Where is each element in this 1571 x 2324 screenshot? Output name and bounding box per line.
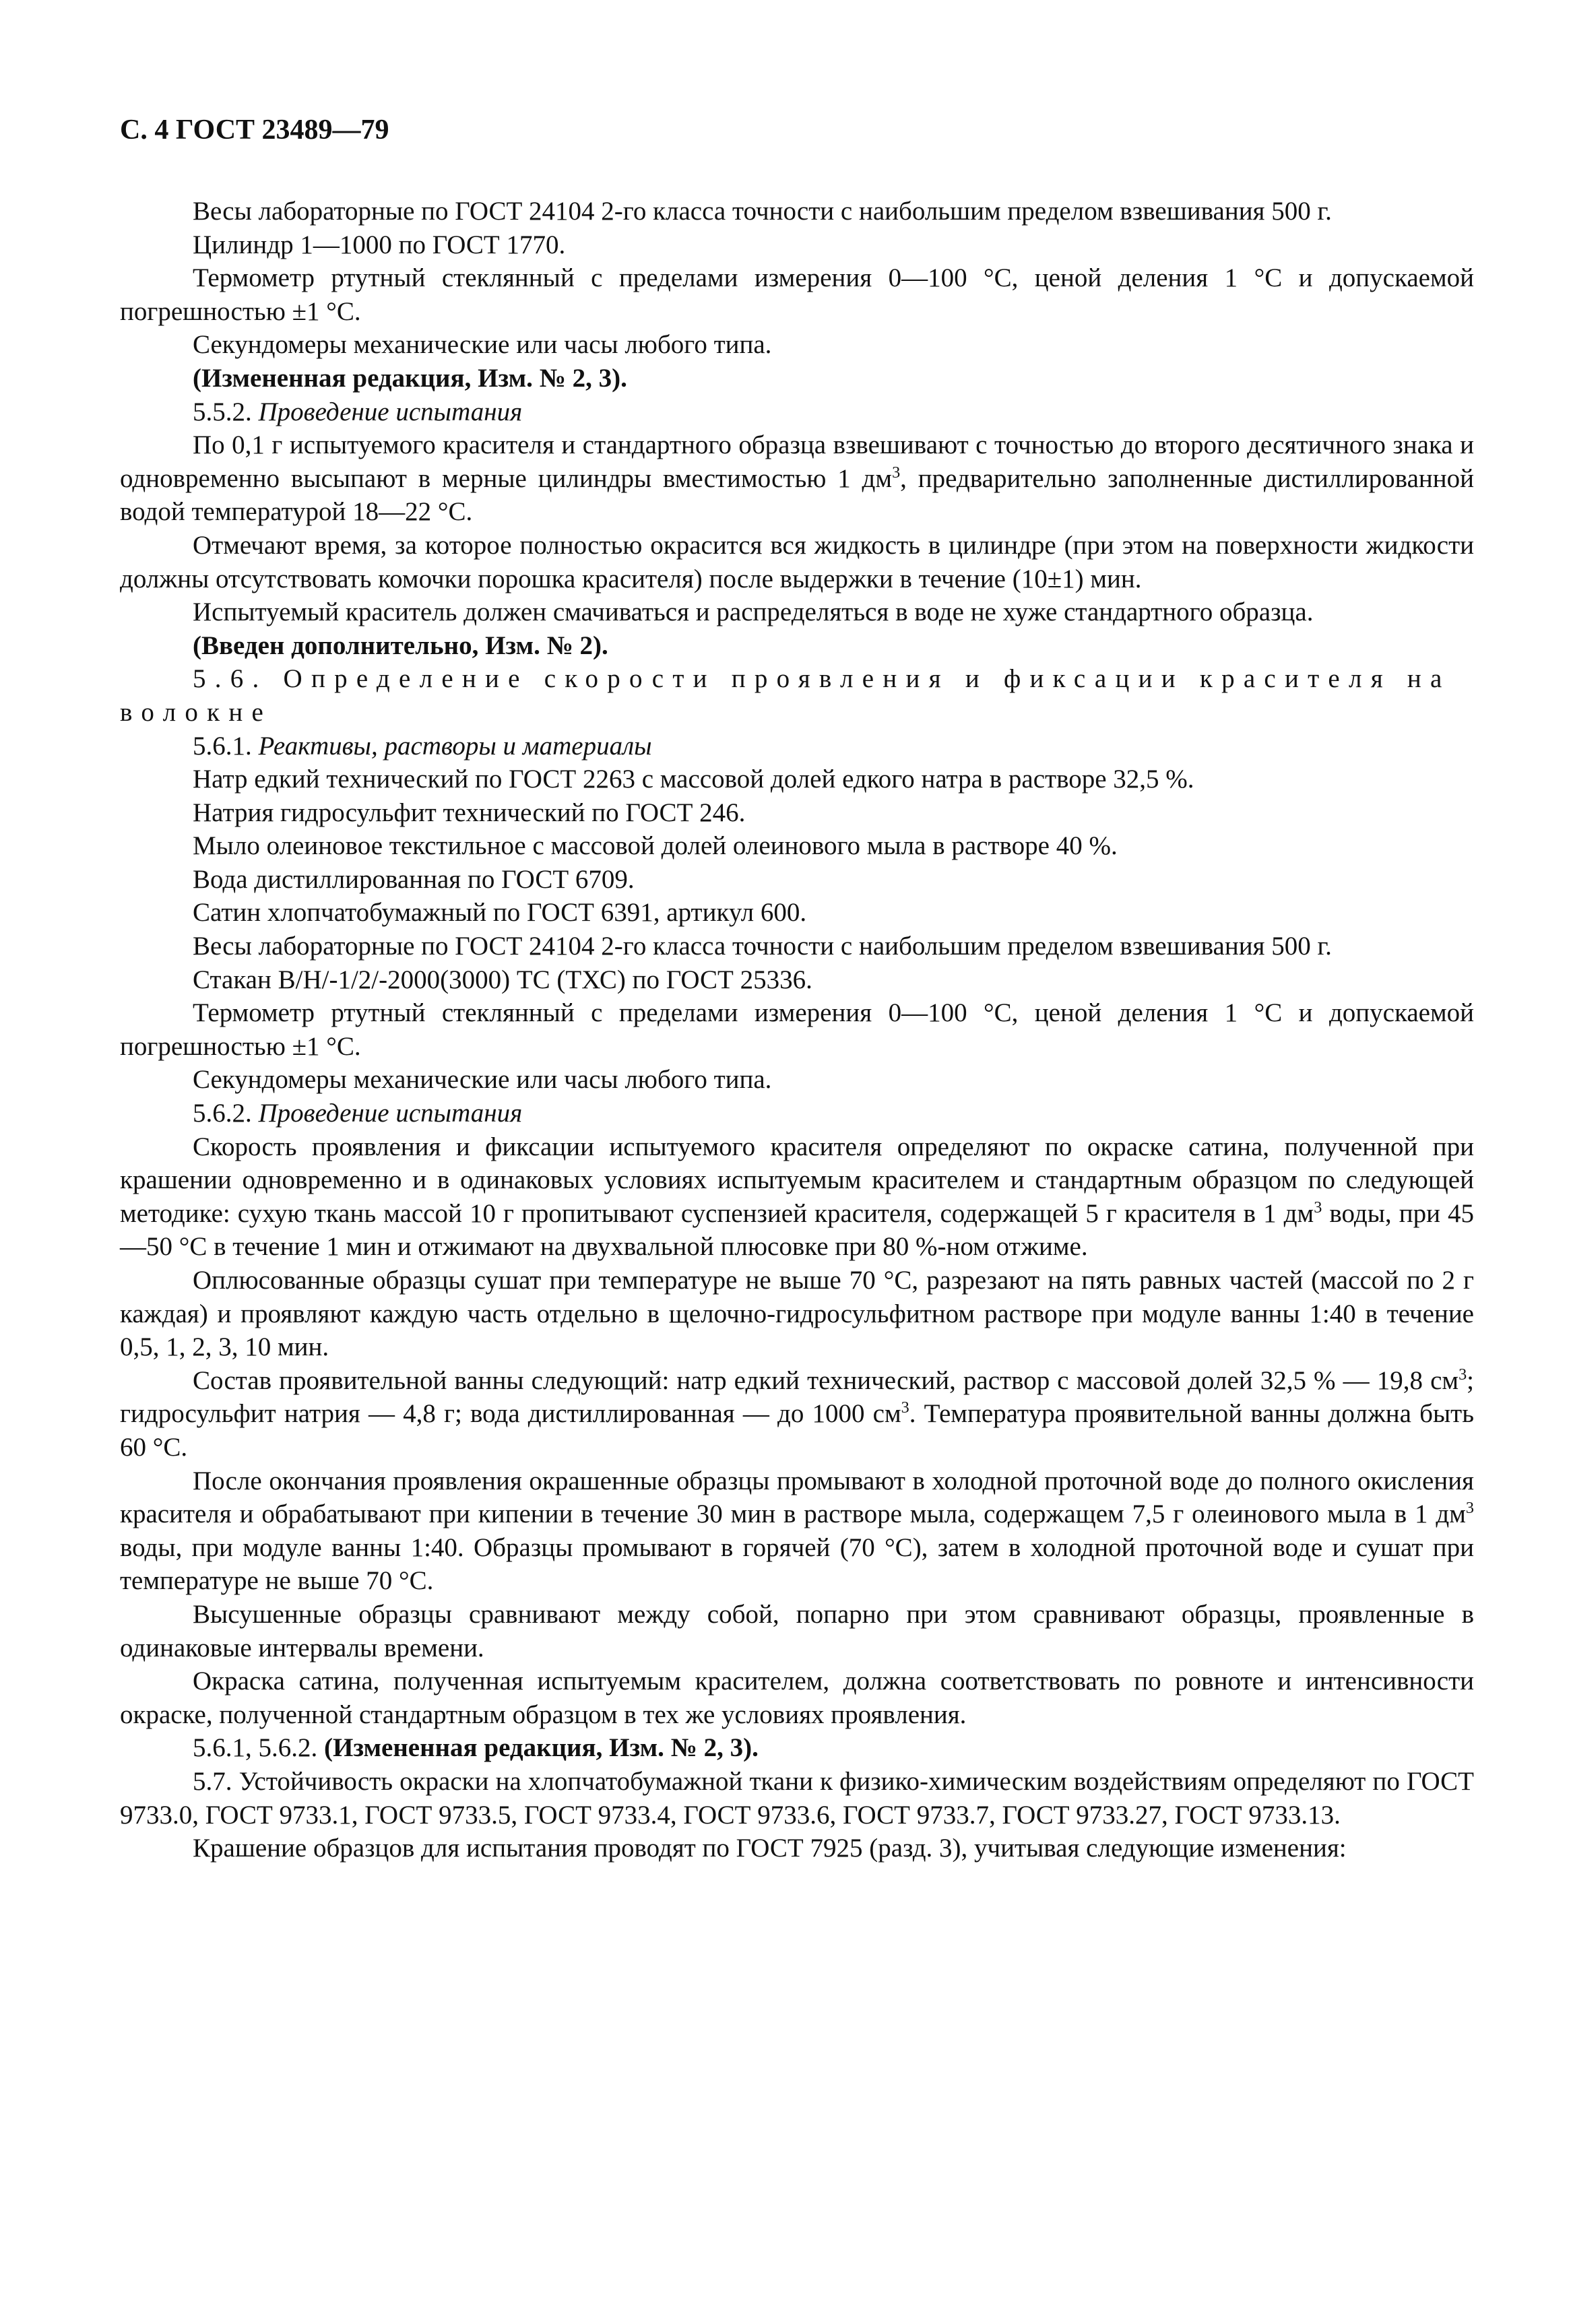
subsection-title: Проведение испытания bbox=[258, 397, 523, 426]
paragraph: Секундомеры механические или часы любого типа. bbox=[193, 1065, 772, 1095]
subsection-heading bbox=[120, 1097, 1474, 1130]
amendment-note bbox=[120, 1731, 1474, 1765]
paragraph: Натрия гидросульфит технический по ГОСТ 246. bbox=[193, 798, 746, 827]
text-run: воды, при модуле ванны 1:40. Образцы промывают в горячей (70 °С), затем в холодной проточной воде и сушат при температуре не выше 70 °С. bbox=[120, 1532, 1474, 1596]
document-page bbox=[120, 113, 1474, 1865]
text-run: , предварительно заполненные дистиллированной водой температурой 18—22 °С. bbox=[120, 463, 1475, 527]
text-run: Скорость проявления и фиксации испытуемого красителя определяют по окраске сатина, полученной при крашении одновременно и в одинаковых условиях испытуемым красителем и стандартным образцом по следующей методике: сухую ткань массой 10 г пропитывают суспензией красителя, содержащей 5 г красителя в 1 дм bbox=[120, 1132, 1474, 1228]
clause-reference: 5.6.1, 5.6.2. bbox=[193, 1733, 318, 1763]
page-header: С. 4 ГОСТ 23489—79 bbox=[120, 115, 389, 146]
paragraph bbox=[120, 428, 1474, 529]
paragraph: Термометр ртутный стеклянный с пределами измерения 0—100 °С, ценой деления 1 °С и допускаемой погрешностью ±1 °С. bbox=[120, 998, 1474, 1061]
paragraph: Весы лабораторные по ГОСТ 24104 2-го класса точности с наибольшим пределом взвешивания 500 г. bbox=[193, 932, 1332, 961]
paragraph: Сатин хлопчатобумажный по ГОСТ 6391, артикул 600. bbox=[193, 898, 807, 928]
paragraph: Вода дистиллированная по ГОСТ 6709. bbox=[193, 864, 635, 894]
paragraph: Мыло олеиновое текстильное с массовой долей олеинового мыла в растворе 40 %. bbox=[193, 831, 1118, 861]
paragraph: Термометр ртутный стеклянный с пределами измерения 0—100 °С, ценой деления 1 °С и допускаемой погрешностью ±1 °С. bbox=[120, 263, 1474, 326]
amendment-text: (Измененная редакция, Изм. № 2, 3). bbox=[324, 1733, 759, 1763]
paragraph: 5.7. Устойчивость окраски на хлопчатобумажной ткани к физико-химическим воздействиям определяют по ГОСТ 9733.0, ГОСТ 9733.1, ГОСТ 9733.5, ГОСТ 9733.4, ГОСТ 9733.6, ГОСТ 9733.7, ГОСТ 9733.27, ГОСТ 9733.13. bbox=[120, 1766, 1474, 1830]
paragraph: Испытуемый краситель должен смачиваться и распределяться в воде не хуже стандартного образца. bbox=[193, 598, 1314, 627]
paragraph: Окраска сатина, полученная испытуемым красителем, должна соответствовать по ровноте и интенсивности окраске, полученной стандартным образцом в тех же условиях проявления. bbox=[120, 1667, 1474, 1729]
superscript: 3 bbox=[1465, 1499, 1474, 1518]
superscript: 3 bbox=[892, 463, 901, 482]
subsection-number: 5.5.2. bbox=[193, 397, 252, 426]
section-heading: 5.6. Определение скорости проявления и фиксации красителя на волокне bbox=[120, 664, 1451, 727]
paragraph: Весы лабораторные по ГОСТ 24104 2-го класса точности с наибольшим пределом взвешивания 500 г. bbox=[193, 197, 1332, 226]
paragraph bbox=[120, 1464, 1474, 1598]
subsection-heading bbox=[120, 730, 1474, 763]
amendment-note: (Измененная редакция, Изм. № 2, 3). bbox=[193, 363, 627, 393]
subsection-title: Проведение испытания bbox=[258, 1099, 523, 1128]
paragraph: Цилиндр 1—1000 по ГОСТ 1770. bbox=[193, 230, 566, 259]
paragraph: Оплюсованные образцы сушат при температуре не выше 70 °С, разрезают на пять равных частей (массой по 2 г каждая) и проявляют каждую часть отдельно в щелочно-гидросульфитном растворе при модуле ванны 1:40 в течение 0,5, 1, 2, 3, 10 мин. bbox=[120, 1266, 1474, 1362]
amendment-note: (Введен дополнительно, Изм. № 2). bbox=[193, 631, 608, 660]
paragraph: Секундомеры механические или часы любого типа. bbox=[193, 330, 772, 360]
superscript: 3 bbox=[901, 1398, 909, 1417]
text-run: . Температура проявительной ванны должна быть 60 °С. bbox=[120, 1399, 1474, 1462]
superscript: 3 bbox=[1314, 1198, 1322, 1217]
paragraph: Крашение образцов для испытания проводят по ГОСТ 7925 (разд. 3), учитывая следующие изменения: bbox=[193, 1834, 1347, 1863]
text-run: ; гидросульфит натрия — 4,8 г; вода дистиллированная — до 1000 см bbox=[120, 1365, 1474, 1429]
paragraph bbox=[120, 1364, 1474, 1464]
subsection-number: 5.6.2. bbox=[193, 1099, 252, 1128]
subsection-number: 5.6.1. bbox=[193, 731, 252, 761]
paragraph: Натр едкий технический по ГОСТ 2263 с массовой долей едкого натра в растворе 32,5 %. bbox=[193, 765, 1194, 794]
superscript: 3 bbox=[1458, 1365, 1467, 1384]
paragraph bbox=[120, 1130, 1474, 1264]
paragraph: Стакан В/Н/-1/2/-2000(3000) ТС (ТХС) по ГОСТ 25336. bbox=[193, 965, 812, 994]
subsection-heading bbox=[120, 395, 1474, 429]
paragraph: Отмечают время, за которое полностью окрасится вся жидкость в цилиндре (при этом на поверхности жидкости должны отсутствовать комочки порошка красителя) после выдержки в течение (10±1) мин. bbox=[120, 530, 1474, 593]
text-run: воды, при 45—50 °С в течение 1 мин и отжимают на двухвальной плюсовке при 80 %-ном отжиме. bbox=[120, 1198, 1475, 1262]
subsection-title: Реактивы, растворы и материалы bbox=[258, 731, 652, 761]
paragraph: Высушенные образцы сравнивают между собой, попарно при этом сравнивают образцы, проявленные в одинаковые интервалы времени. bbox=[120, 1599, 1474, 1663]
text-run: По 0,1 г испытуемого красителя и стандартного образца взвешивают с точностью до второго десятичного знака и одновременно высыпают в мерные цилиндры вместимостью 1 дм bbox=[120, 430, 1474, 493]
text-run: Состав проявительной ванны следующий: натр едкий технический, раствор с массовой долей 32,5 % — 19,8 см bbox=[193, 1365, 1459, 1395]
text-run: После окончания проявления окрашенные образцы промывают в холодной проточной воде до полного окисления красителя и обрабатывают при кипении в течение 30 мин в растворе мыла, содержащем 7,5 г олеинового мыла в 1 дм bbox=[120, 1466, 1474, 1529]
